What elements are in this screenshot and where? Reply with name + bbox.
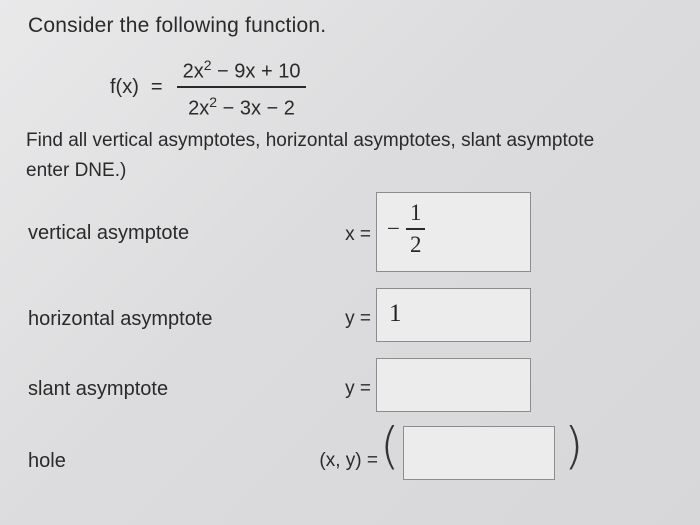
fraction-bar xyxy=(406,228,426,230)
question-line-1: Find all vertical asymptotes, horizontal asymptotes, slant asymptote xyxy=(26,130,595,151)
hole-label: hole xyxy=(28,450,66,472)
question-text xyxy=(26,126,594,186)
hole-open-paren: ( xyxy=(380,417,400,475)
intro-text: Consider the following function. xyxy=(28,14,327,37)
negative-sign: − xyxy=(387,215,400,241)
slant-asymptote-label: slant asymptote xyxy=(28,378,169,400)
horizontal-asymptote-input[interactable] xyxy=(376,288,531,342)
hole-input[interactable] xyxy=(403,426,555,480)
fraction-bar xyxy=(177,86,307,88)
function-definition xyxy=(110,52,306,122)
hole-close-paren: ) xyxy=(564,417,584,475)
slant-asymptote-var: y = xyxy=(345,378,371,399)
vertical-asymptote-input[interactable] xyxy=(376,192,531,272)
function-numerator: $2x^2 - 9x + 10$ xyxy=(182,57,301,83)
vertical-asymptote-var: x = xyxy=(345,224,371,245)
question-line-2: enter DNE.) xyxy=(26,160,127,181)
horizontal-asymptote-value: 1 xyxy=(389,300,402,327)
hole-var: (x, y) = xyxy=(319,450,378,471)
vertical-asymptote-denominator: 2 xyxy=(409,231,422,257)
horizontal-asymptote-var: y = xyxy=(345,308,371,329)
vertical-asymptote-value xyxy=(387,199,425,259)
function-equals: = xyxy=(150,75,163,98)
function-fraction xyxy=(177,52,307,121)
function-denominator: $2x^2 - 3x - 2$ xyxy=(188,94,295,120)
vertical-asymptote-numerator: 1 xyxy=(409,200,422,225)
vertical-asymptote-fraction xyxy=(406,199,426,259)
vertical-asymptote-label: vertical asymptote xyxy=(28,222,190,244)
horizontal-asymptote-label: horizontal asymptote xyxy=(28,308,213,330)
function-name: f(x) xyxy=(110,75,139,98)
slant-asymptote-input[interactable] xyxy=(376,358,531,412)
